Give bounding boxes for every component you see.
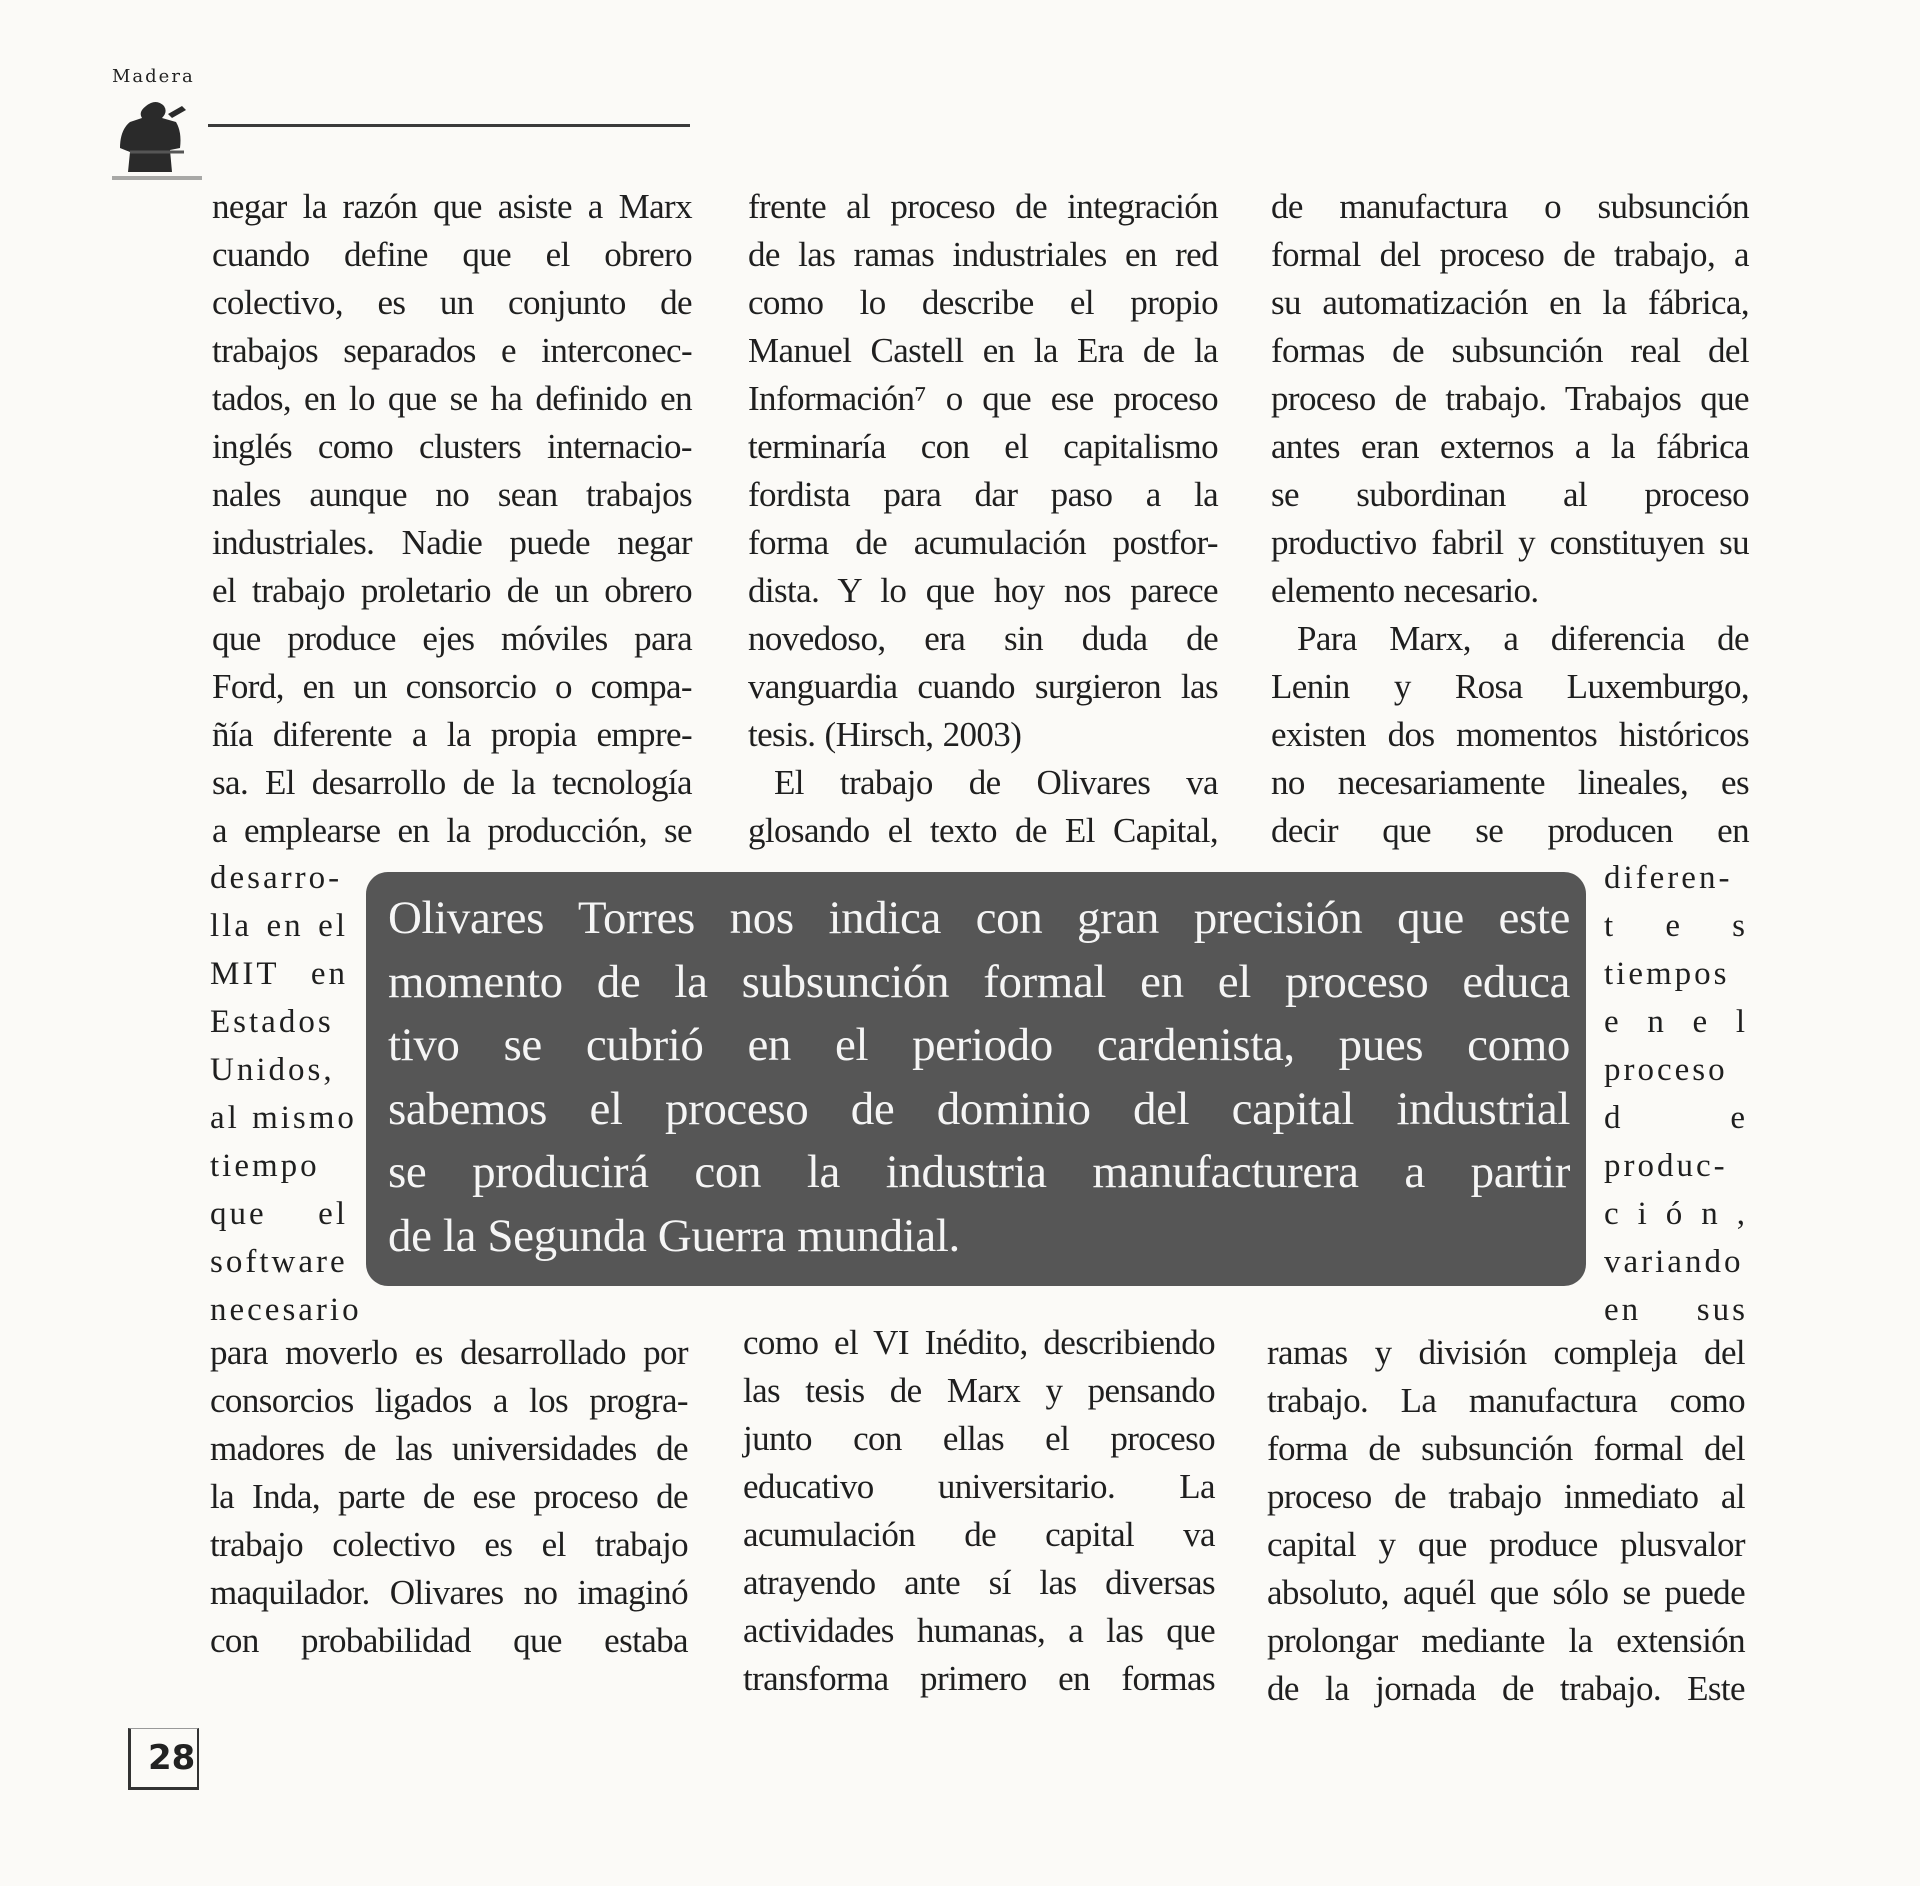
text-line: vanguardia cuando surgieron las <box>748 667 1218 706</box>
text-line: necesario <box>210 1292 362 1328</box>
logo-caption-line <box>112 176 202 180</box>
text-line: c i ó n , <box>1604 1196 1748 1232</box>
text-line: nales aunque no sean trabajos <box>212 475 692 514</box>
text-line: colectivo, es un conjunto de <box>212 283 692 322</box>
page-number-box <box>128 1728 198 1790</box>
text-line: educativo universitario. La <box>743 1467 1215 1506</box>
text-line: que produce ejes móviles para <box>212 619 692 658</box>
text-line: proceso <box>1604 1052 1728 1088</box>
text-line: antes eran externos a la fábrica <box>1271 427 1749 466</box>
text-line: existen dos momentos históricos <box>1271 715 1749 754</box>
text-line: sa. El desarrollo de la tecnología <box>212 763 692 802</box>
text-line: tiempo <box>210 1148 320 1184</box>
text-line: d e <box>1604 1100 1748 1136</box>
pull-quote-line: momento de la subsunción formal en el proceso educa <box>388 955 1570 1008</box>
text-line: diferen- <box>1604 860 1733 896</box>
text-line: software <box>210 1244 348 1280</box>
text-line: tesis. (Hirsch, 2003) <box>748 715 1022 754</box>
text-line: lla en el <box>210 908 348 944</box>
logo-wordmark: Madera <box>112 66 195 87</box>
page-number: 28 <box>148 1738 196 1778</box>
text-line: formal del proceso de trabajo, a <box>1271 235 1749 274</box>
text-line: Ford, en un consorcio o compa- <box>212 667 692 706</box>
text-line: forma de subsunción formal del <box>1267 1429 1745 1468</box>
text-line: fordista para dar paso a la <box>748 475 1218 514</box>
text-line: en sus <box>1604 1292 1748 1328</box>
text-line: cuando define que el obrero <box>212 235 692 274</box>
text-line: dista. Y lo que hoy nos parece <box>748 571 1218 610</box>
text-line: formas de subsunción real del <box>1271 331 1749 370</box>
text-line: al mismo <box>210 1100 357 1136</box>
text-line: variando <box>1604 1244 1744 1280</box>
text-line: Lenin y Rosa Luxemburgo, <box>1271 667 1749 706</box>
text-line: trabajos separados e interconec- <box>212 331 692 370</box>
text-line: trabajo colectivo es el trabajo <box>210 1525 688 1564</box>
text-line: El trabajo de Olivares va <box>774 763 1218 802</box>
text-line: t e s <box>1604 908 1748 944</box>
text-line: de las ramas industriales en red <box>748 235 1218 274</box>
text-line: forma de acumulación postfor- <box>748 523 1218 562</box>
pull-quote <box>366 872 1586 1286</box>
text-line: MIT en <box>210 956 348 992</box>
pull-quote-line: de la Segunda Guerra mundial. <box>388 1209 960 1262</box>
text-line: Manuel Castell en la Era de la <box>748 331 1218 370</box>
pull-quote-line: se producirá con la industria manufacturera a partir <box>388 1146 1570 1198</box>
text-line: se subordinan al proceso <box>1271 475 1749 514</box>
text-line: transforma primero en formas <box>743 1659 1215 1698</box>
text-line: Información⁷ o que ese proceso <box>748 379 1218 418</box>
pull-quote-line: sabemos el proceso de dominio del capital industrial <box>388 1082 1570 1135</box>
text-line: capital y que produce plusvalor <box>1267 1525 1745 1564</box>
text-line: consorcios ligados a los progra- <box>210 1381 688 1420</box>
text-line: negar la razón que asiste a Marx <box>212 187 692 226</box>
text-line: tados, en lo que se ha definido en <box>212 379 692 418</box>
text-line: absoluto, aquél que sólo se puede <box>1267 1573 1745 1612</box>
text-line: Estados <box>210 1004 334 1040</box>
text-line: inglés como clusters internacio- <box>212 427 692 466</box>
text-line: frente al proceso de integración <box>748 187 1218 226</box>
text-line: terminaría con el capitalismo <box>748 427 1218 466</box>
text-line: glosando el texto de El Capital, <box>748 811 1218 850</box>
header-rule <box>208 124 690 127</box>
text-line: madores de las universidades de <box>210 1429 688 1468</box>
text-line: elemento necesario. <box>1271 571 1539 610</box>
pull-quote-line: Olivares Torres nos indica con gran precisión que este <box>388 892 1570 944</box>
text-line: produc- <box>1604 1148 1728 1184</box>
logo-figure-icon <box>116 96 198 174</box>
text-line: productivo fabril y constituyen su <box>1271 523 1749 562</box>
text-line: tiempos <box>1604 956 1730 992</box>
text-line: de la jornada de trabajo. Este <box>1267 1669 1745 1708</box>
magazine-logo <box>112 66 202 184</box>
text-line: el trabajo proletario de un obrero <box>212 571 692 610</box>
text-line: Unidos, <box>210 1052 335 1088</box>
text-line: proceso de trabajo inmediato al <box>1267 1477 1745 1516</box>
text-line: las tesis de Marx y pensando <box>743 1371 1215 1410</box>
text-line: junto con ellas el proceso <box>743 1419 1215 1458</box>
text-line: no necesariamente lineales, es <box>1271 763 1749 802</box>
text-line: e n e l <box>1604 1004 1748 1040</box>
text-line: prolongar mediante la extensión <box>1267 1621 1745 1660</box>
text-line: ramas y división compleja del <box>1267 1333 1745 1372</box>
text-line: atrayendo ante sí las diversas <box>743 1563 1215 1602</box>
text-line: a emplearse en la producción, se <box>212 811 692 850</box>
text-line: la Inda, parte de ese proceso de <box>210 1477 688 1516</box>
text-line: industriales. Nadie puede negar <box>212 523 692 562</box>
text-line: trabajo. La manufactura como <box>1267 1381 1745 1420</box>
text-line: como el VI Inédito, describiendo <box>743 1323 1215 1362</box>
pull-quote-line: tivo se cubrió en el periodo cardenista, pues como <box>388 1019 1570 1071</box>
text-line: acumulación de capital va <box>743 1515 1215 1554</box>
text-line: como lo describe el propio <box>748 283 1218 322</box>
text-line: de manufactura o subsunción <box>1271 187 1749 226</box>
text-line: Para Marx, a diferencia de <box>1297 619 1749 658</box>
text-line: con probabilidad que estaba <box>210 1621 688 1660</box>
text-line: para moverlo es desarrollado por <box>210 1333 688 1372</box>
text-line: decir que se producen en <box>1271 811 1749 850</box>
text-line: actividades humanas, a las que <box>743 1611 1215 1650</box>
text-line: que el <box>210 1196 348 1232</box>
text-line: ñía diferente a la propia empre- <box>212 715 692 754</box>
text-line: su automatización en la fábrica, <box>1271 283 1749 322</box>
text-line: maquilador. Olivares no imaginó <box>210 1573 688 1612</box>
text-line: novedoso, era sin duda de <box>748 619 1218 658</box>
text-line: desarro- <box>210 860 343 896</box>
text-line: proceso de trabajo. Trabajos que <box>1271 379 1749 418</box>
